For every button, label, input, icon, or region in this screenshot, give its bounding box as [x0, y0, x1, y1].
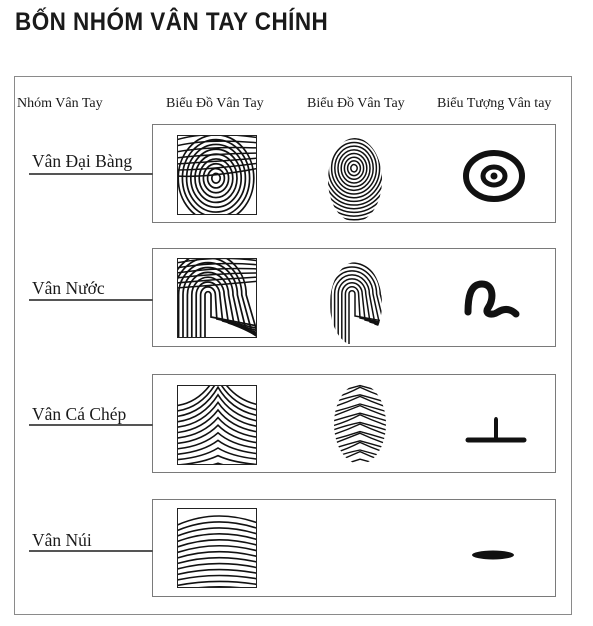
header-group: Nhóm Vân Tay [17, 96, 103, 111]
header-diagram-2: Biểu Đồ Vân Tay [307, 96, 405, 111]
loop-fingerprint-print [326, 254, 386, 346]
header-symbol: Biểu Tượng Vân tay [437, 96, 552, 111]
loop-diagram [177, 258, 257, 338]
label-underline [29, 299, 153, 301]
dash-symbol-icon [470, 548, 516, 567]
tent-symbol-icon [464, 410, 528, 449]
whorl-fingerprint-print [324, 130, 386, 222]
arch-diagram [177, 508, 257, 588]
group-label-ca-chep: Vân Cá Chép [32, 404, 127, 424]
label-underline [29, 550, 153, 552]
group-label-nuoc: Vân Nước [32, 278, 105, 298]
whorl-diagram [177, 135, 257, 215]
tented-arch-fingerprint-print [331, 378, 389, 464]
tented-arch-diagram [177, 385, 257, 465]
group-label-nui: Vân Núi [32, 530, 92, 550]
label-underline [29, 173, 153, 175]
wave-symbol-icon [462, 274, 522, 325]
header-diagram-1: Biểu Đồ Vân Tay [166, 96, 264, 111]
target-symbol-icon [462, 149, 526, 208]
page-title: BỐN NHÓM VÂN TAY CHÍNH [15, 8, 329, 36]
label-underline [29, 424, 153, 426]
group-label-dai-bang: Vân Đại Bàng [32, 151, 133, 171]
